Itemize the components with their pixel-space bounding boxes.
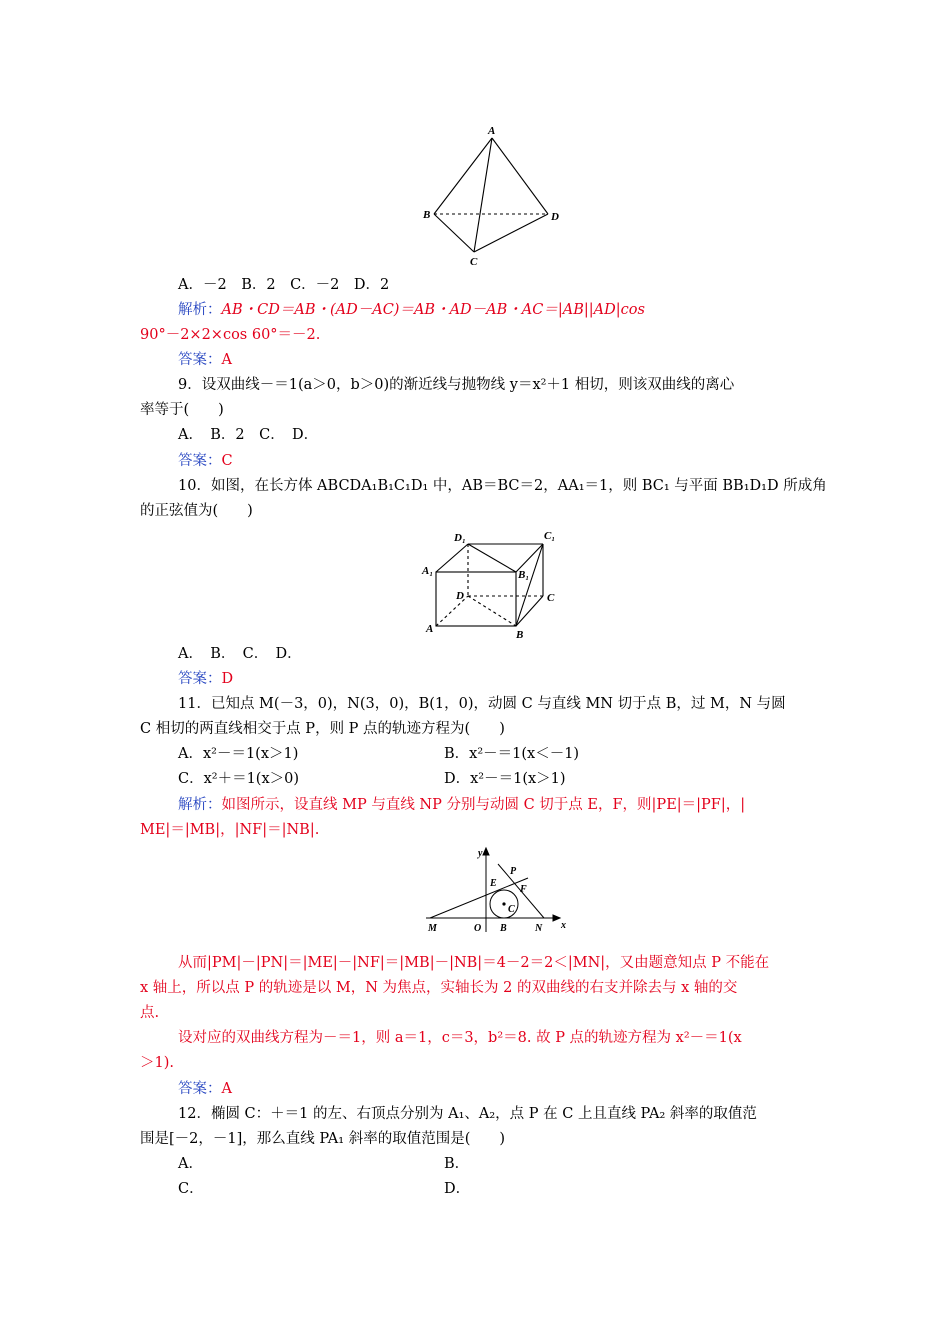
tangent-circle-figure bbox=[420, 842, 570, 938]
q10-answer bbox=[178, 669, 233, 689]
center-point bbox=[502, 902, 505, 905]
answer-label: 答案： bbox=[178, 453, 222, 469]
label-F: F bbox=[520, 884, 527, 895]
q10-options: A． B． C． D． bbox=[178, 646, 302, 662]
q11-cont-line2: x 轴上，所以点 P 的轨迹是以 M，N 为焦点，实轴长为 2 的双曲线的右支并除去与 x 轴的交 bbox=[140, 980, 738, 996]
cuboid-figure bbox=[420, 526, 570, 641]
q12-option-a: A． bbox=[178, 1156, 203, 1172]
q11-cont-line5: ＞1). bbox=[140, 1055, 174, 1071]
label-C: C bbox=[508, 904, 515, 915]
label-C1: C₁ bbox=[544, 530, 556, 542]
diag-DB-hidden bbox=[468, 596, 516, 626]
label-B: B bbox=[516, 629, 524, 641]
q11-option-a: A．x²－＝1(x＞1) bbox=[178, 746, 299, 762]
label-P: P bbox=[510, 866, 517, 877]
answer-value: A bbox=[221, 1081, 232, 1097]
edge-AB bbox=[434, 138, 492, 214]
answer-label: 答案： bbox=[178, 671, 222, 687]
edge-BC bbox=[516, 596, 543, 626]
q12-option-b: B． bbox=[444, 1156, 470, 1172]
q11-option-c: C．x²＋＝1(x＞0) bbox=[178, 771, 300, 787]
q11-stem-line1: 11．已知点 M(－3，0)，N(3，0)，B(1，0)，动圆 C 与直线 MN 切于点 B，过 M，N 与圆 bbox=[178, 696, 786, 712]
edge-CD bbox=[474, 214, 548, 252]
q11-jiexi bbox=[178, 795, 745, 815]
edge-A1D1 bbox=[436, 544, 468, 572]
edge-AD bbox=[492, 138, 548, 214]
answer-value: D bbox=[221, 671, 234, 687]
label-O: O bbox=[474, 923, 482, 934]
q9-stem-line2: 率等于( ) bbox=[140, 402, 224, 418]
edge-BC bbox=[434, 214, 474, 252]
jiexi-label: 解析： bbox=[178, 302, 222, 318]
label-A1: A₁ bbox=[422, 565, 434, 577]
jiexi-label: 解析： bbox=[178, 797, 222, 813]
q12-stem-line2: 围是[－2，－1]，那么直线 PA₁ 斜率的取值范围是( ) bbox=[140, 1131, 506, 1147]
q11-option-d: D．x²－＝1(x＞1) bbox=[444, 771, 566, 787]
q12-option-c: C． bbox=[178, 1181, 204, 1197]
q8-options: A．－2 B．2 C．－2 D．2 bbox=[178, 277, 390, 293]
q11-cont-line4: 设对应的双曲线方程为－＝1，则 a＝1，c＝3，b²＝8. 故 P 点的轨迹方程为 x²－＝1(x bbox=[178, 1030, 742, 1046]
label-D: D bbox=[551, 211, 559, 223]
y-axis-arrow bbox=[483, 848, 489, 855]
q11-jiexi-line2: ME|＝|MB|，|NF|＝|NB|. bbox=[140, 822, 320, 838]
label-C: C bbox=[470, 256, 478, 268]
q11-option-b: B．x²－＝1(x＜－1) bbox=[444, 746, 580, 762]
tetrahedron-figure bbox=[420, 122, 570, 272]
label-y: y bbox=[478, 848, 483, 859]
q9-stem-line1: 9．设双曲线－＝1(a＞0，b＞0)的渐近线与抛物线 y＝x²＋1 相切，则该双曲线的离心 bbox=[178, 377, 735, 393]
label-C: C bbox=[547, 592, 555, 604]
q12-option-d: D． bbox=[444, 1181, 471, 1197]
label-D: D bbox=[456, 590, 464, 602]
q9-options: A． B．2 C． D． bbox=[178, 427, 319, 443]
q11-cont-line3: 点. bbox=[140, 1005, 160, 1021]
label-A: A bbox=[426, 623, 434, 635]
q10-stem-line1: 10．如图，在长方体 ABCDA₁B₁C₁D₁ 中，AB＝BC＝2，AA₁＝1，则 BC₁ 与平面 BB₁D₁D 所成角 bbox=[178, 478, 827, 494]
answer-value: C bbox=[221, 453, 233, 469]
q8-jiexi bbox=[178, 300, 645, 320]
answer-value: A bbox=[221, 352, 232, 368]
q10-stem-line2: 的正弦值为( ) bbox=[140, 503, 253, 519]
q8-answer bbox=[178, 350, 232, 370]
q9-answer bbox=[178, 451, 233, 471]
q11-answer bbox=[178, 1079, 232, 1099]
q8-jiexi-line1: AB・CD＝AB・(AD－AC)＝AB・AD－AB・AC＝|AB||AD|cos bbox=[221, 302, 645, 318]
label-A: A bbox=[488, 125, 496, 137]
diag-BC1 bbox=[516, 544, 543, 626]
edge-AC bbox=[474, 138, 492, 252]
label-B: B bbox=[500, 923, 507, 934]
label-M: M bbox=[428, 923, 437, 934]
answer-label: 答案： bbox=[178, 1081, 222, 1097]
label-B: B bbox=[423, 209, 431, 221]
label-B1: B₁ bbox=[518, 569, 530, 581]
label-N: N bbox=[535, 923, 543, 934]
q12-stem-line1: 12．椭圆 C：＋＝1 的左、右顶点分别为 A₁、A₂，点 P 在 C 上且直线 PA₂ 斜率的取值范 bbox=[178, 1106, 757, 1122]
q11-cont-line1: 从而|PM|－|PN|＝|ME|－|NF|＝|MB|－|NB|＝4－2＝2＜|MN|，又由题意知点 P 不能在 bbox=[178, 955, 770, 971]
label-D1: D₁ bbox=[454, 532, 466, 544]
q8-jiexi-line2: 90°－2×2×cos 60°＝－2. bbox=[140, 327, 321, 343]
answer-label: 答案： bbox=[178, 352, 222, 368]
diag-D1B1 bbox=[468, 544, 516, 572]
q11-jiexi-line1: 如图所示，设直线 MP 与直线 NP 分别与动圆 C 切于点 E，F，则|PE|＝|PF|，| bbox=[221, 797, 746, 813]
x-axis-arrow bbox=[553, 915, 560, 921]
label-E: E bbox=[490, 878, 497, 889]
q11-stem-line2: C 相切的两直线相交于点 P，则 P 点的轨迹方程为( ) bbox=[140, 721, 505, 737]
label-x: x bbox=[561, 920, 566, 931]
